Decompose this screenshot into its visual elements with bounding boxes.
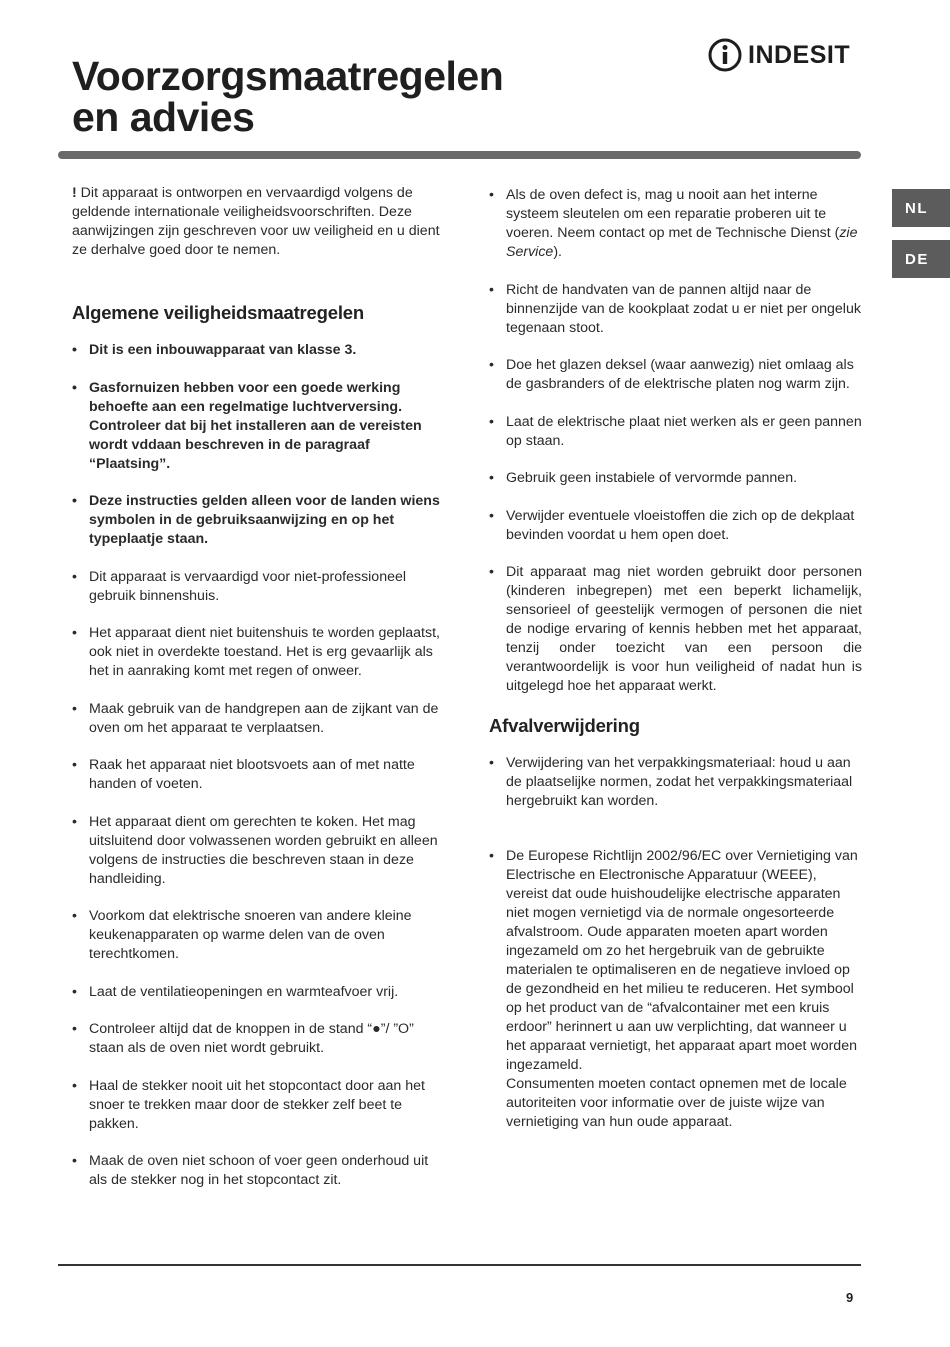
list-item: • Doe het glazen deksel (waar aanwezig) niet omlaag als de gasbranders of de elektrische platen nog warm zijn. — [489, 356, 862, 394]
title-line-2: en advies — [72, 94, 255, 140]
list-item: • Haal de stekker nooit uit het stopcontact door aan het snoer te trekken maar door de stekker zelf beet te pakken. — [72, 1077, 444, 1134]
intro-text: Dit apparaat is ontworpen en vervaardigd volgens de geldende internationale veiligheidsvoorschriften. Deze aanwijzingen zijn geschreven voor uw veiligheid en u dient ze derhalve goed door te nemen. — [72, 185, 440, 258]
list-item: • Maak de oven niet schoon of voer geen onderhoud uit als de stekker nog in het stopcontact zit. — [72, 1152, 444, 1190]
list-item: • Gebruik geen instabiele of vervormde pannen. — [489, 469, 862, 488]
general-safety-heading: Algemene veiligheidsmaatregelen — [72, 302, 364, 323]
list-item: • Maak gebruik van de handgrepen aan de zijkant van de oven om het apparaat te verplaatsen. — [72, 700, 444, 738]
list-item: • Laat de elektrische plaat niet werken als er geen pannen op staan. — [489, 413, 862, 451]
list-item: • Laat de ventilatieopeningen en warmteafvoer vrij. — [72, 983, 444, 1002]
list-item — [489, 847, 862, 1132]
general-safety-list — [72, 341, 444, 1190]
logo-text: INDESIT — [748, 40, 851, 69]
title-line-1: Voorzorgsmaatregelen — [72, 53, 504, 99]
waste-disposal-heading: Afvalverwijdering — [489, 714, 640, 736]
intro-paragraph — [72, 184, 444, 260]
list-item: • Dit is een inbouwapparaat van klasse 3. — [72, 341, 444, 360]
list-item: • Deze instructies gelden alleen voor de landen wiens symbolen in de gebruiksaanwijzing en op het typeplaatje staan. — [72, 492, 444, 549]
header-divider — [58, 151, 861, 159]
language-tab-de[interactable]: DE — [892, 240, 950, 278]
consumer-text: Consumenten moeten contact opnemen met de locale autoriteiten voor informatie over de juiste wijze van vernietiging van hun oude apparaat. — [506, 1075, 847, 1130]
service-reference: zie Service — [506, 225, 858, 260]
list-item: • Dit apparaat mag niet worden gebruikt door personen (kinderen inbegrepen) met een beperkt lichamelijk, sensorieel of geestelijk vermogen of personen die niet de nodige ervaring of kennis hebben met het apparaat, tenzij onder toezicht van een persoon die verantwoordelijk is voor hun veiligheid of nadat hun is uitgelegd hoe het apparaat werkt. — [489, 563, 862, 696]
right-column — [489, 186, 862, 1150]
list-item — [489, 186, 862, 262]
list-item: • Het apparaat dient niet buitenshuis te worden geplaatst, ook niet in overdekte toestand. Het is erg gevaarlijk als het in aanraking komt met regen of onweer. — [72, 624, 444, 681]
indesit-i-logo-icon — [708, 38, 742, 72]
indesit-logo — [708, 38, 850, 72]
language-tab-nl[interactable]: NL — [892, 189, 950, 227]
list-item-text-end: ). — [553, 244, 562, 260]
waste-disposal-list — [489, 754, 862, 1132]
list-item: • Controleer altijd dat de knoppen in de stand “●”/ ”O” staan als de oven niet wordt gebruikt. — [72, 1020, 444, 1058]
list-item: • Voorkom dat elektrische snoeren van andere kleine keukenapparaten op warme delen van de oven terechtkomen. — [72, 907, 444, 964]
list-item: • Dit apparaat is vervaardigd voor niet-professioneel gebruik binnenshuis. — [72, 568, 444, 606]
list-item: • Gasfornuizen hebben voor een goede werking behoefte aan een regelmatige luchtverversing. Controleer dat bij het installeren aan de vereisten wordt vddaan beschreven in de paragraaf “Plaatsing”. — [72, 379, 444, 474]
page-number: 9 — [846, 1290, 854, 1305]
list-item: • Richt de handvaten van de pannen altijd naar de binnenzijde van de kookplaat zodat u er niet per ongeluk tegenaan stoot. — [489, 281, 862, 338]
list-item: • Verwijdering van het verpakkingsmateriaal: houd u aan de plaatselijke normen, zodat het verpakkingsmateriaal hergebruikt kan worden. — [489, 754, 862, 811]
weee-text: De Europese Richtlijn 2002/96/EC over Vernietiging van Electrische en Electronische Apparatuur (WEEE), vereist dat oude huishoudelijke electrische apparaten niet mogen vernietigd via de normale ongesorteerde afvalstroom. Oude apparaten moeten apart worden ingezameld om zo het hergebruik van de gebruikte materialen te optimaliseren en de negatieve invloed op de gezondheid en het milieu te reduceren. Het symbool op het product van de “afvalcontainer met een kruis erdoor” herinnert u aan uw verplichting, dat wanneer u het apparaat vernietigt, het apparaat apart moet worden ingezameld. — [506, 847, 858, 1073]
list-item: • Raak het apparaat niet blootsvoets aan of met natte handen of voeten. — [72, 756, 444, 794]
list-item: • Verwijder eventuele vloeistoffen die zich op de dekplaat bevinden voordat u hem open doet. — [489, 507, 862, 545]
list-item: • Het apparaat dient om gerechten te koken. Het mag uitsluitend door volwassenen worden gebruikt en alleen volgens de instructies die beschreven staan in deze handleiding. — [72, 813, 444, 889]
warning-mark: ! — [72, 185, 77, 201]
footer-divider — [58, 1264, 861, 1266]
left-column — [72, 184, 444, 1209]
page-title — [72, 53, 504, 140]
safety-list-continued — [489, 186, 862, 696]
list-item-text: Als de oven defect is, mag u nooit aan het interne systeem sleutelen om een reparatie proberen uit te voeren. Neem contact op met de Technische Dienst ( — [506, 187, 840, 241]
